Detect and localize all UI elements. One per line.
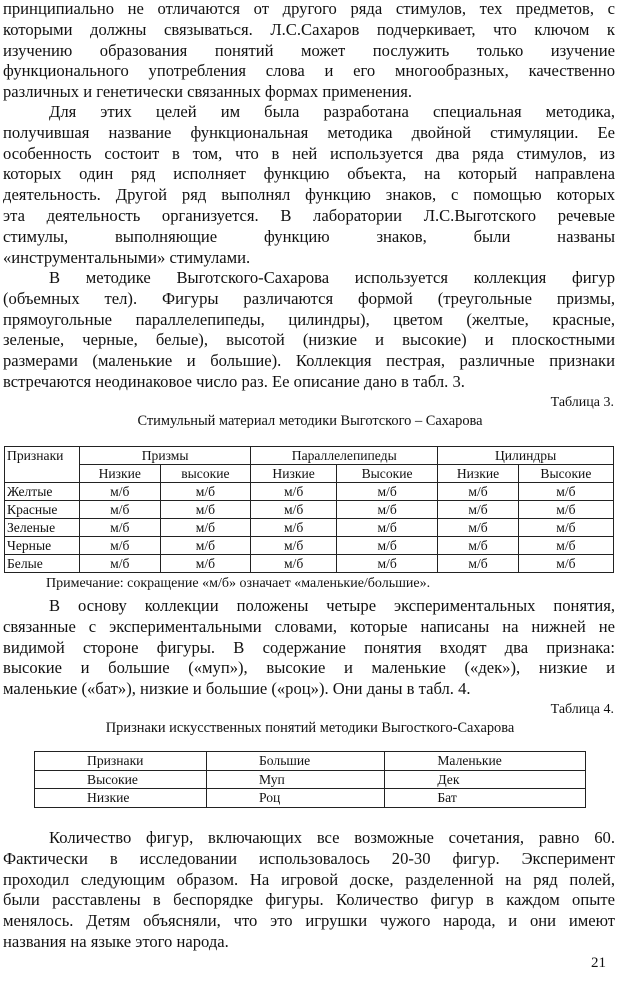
paragraph-1 [3, 0, 615, 103]
table-cell: м/б [336, 483, 437, 501]
table-cell: м/б [438, 501, 519, 519]
table-3-sub-header: Высокие [336, 465, 437, 483]
table-3-sub-header: Высокие [518, 465, 613, 483]
table-4-header-cell: Признаки [35, 752, 207, 771]
table-row [5, 537, 614, 555]
paragraph-4 [3, 596, 615, 700]
text-line: связанные с экспериментальными словами, которые написаны на нижней не [3, 616, 615, 636]
table-row [5, 501, 614, 519]
text-line: изучению образования понятий может послужить только изучение [3, 40, 615, 60]
table-row [35, 770, 586, 789]
text-line: были расставлены в беспорядке фигуры. Количество фигур в каждом опыте [3, 890, 615, 910]
table-cell: м/б [160, 483, 251, 501]
text-line: функционального употребления слова и его многообразных, качественно [3, 61, 615, 81]
table-3-sub-header: Низкие [438, 465, 519, 483]
table-row [35, 789, 586, 808]
table-3 [4, 446, 614, 573]
row-label: Черные [5, 537, 80, 555]
table-cell: м/б [336, 519, 437, 537]
table-cell: Роц [207, 789, 385, 808]
table-cell: Муп [207, 770, 385, 789]
table-row [5, 483, 614, 501]
table-cell: м/б [160, 537, 251, 555]
row-label: Красные [5, 501, 80, 519]
table-cell: м/б [80, 537, 161, 555]
table-cell: м/б [518, 555, 613, 573]
text-line: принципиально не отличаются от другого ряда стимулов, тех предметов, с [3, 0, 615, 18]
table-cell: м/б [251, 519, 337, 537]
paragraph-5 [3, 828, 615, 953]
table-3-note: Примечание: сокращение «м/б» означает «маленькие/большие». [46, 576, 431, 591]
table-cell: м/б [251, 537, 337, 555]
table-cell: м/б [438, 555, 519, 573]
table-cell: м/б [251, 501, 337, 519]
table-3-caption: Стимульный материал методики Выготского – Сахарова [137, 413, 483, 429]
paragraph-3 [3, 268, 615, 393]
table-3-sub-header: Низкие [251, 465, 337, 483]
table-cell: м/б [80, 519, 161, 537]
row-label: Белые [5, 555, 80, 573]
table-4-header-cell: Большие [207, 752, 385, 771]
table-cell: м/б [518, 501, 613, 519]
table-cell: м/б [160, 555, 251, 573]
table-cell: м/б [251, 483, 337, 501]
text-line: встречаются неодинаковое число раз. Ее описание дано в табл. 3. [3, 371, 465, 391]
table-3-sub-header: Низкие [80, 465, 161, 483]
text-line: Для этих целей им была разработана специальная методика, [49, 102, 615, 121]
paragraph-2 [3, 102, 615, 268]
table-cell: м/б [160, 501, 251, 519]
table-cell: м/б [438, 537, 519, 555]
table-cell: м/б [438, 483, 519, 501]
table-3-group-header: Цилиндры [438, 447, 614, 465]
text-line: Фактически в исследовании использовалось 20-30 фигур. Эксперимент [3, 848, 615, 868]
table-cell: м/б [336, 555, 437, 573]
table-cell: м/б [336, 501, 437, 519]
table-3-feature-header: Признаки [5, 447, 80, 483]
table-cell: Бат [385, 789, 586, 808]
text-line: В основу коллекции положены четыре экспериментальных понятия, [49, 596, 615, 615]
text-line: видимой стороне фигуры. В содержание понятия входят два признака: [3, 637, 615, 657]
row-label: Зеленые [5, 519, 80, 537]
text-line: высокие и большие («муп»), высокие и маленькие («дек»), низкие и [3, 658, 615, 678]
text-line: эта деятельность организуется. В лаборатории Л.С.Выготского речевые [3, 205, 615, 225]
text-line: которых один ряд исполняет функцию объекта, на который направлена [3, 164, 615, 184]
row-label: Желтые [5, 483, 80, 501]
table-cell: м/б [518, 483, 613, 501]
text-line: менялось. Детям объясняли, что это игрушки чужого народа, и они имеют [3, 911, 615, 931]
text-line: зеленые, черные, белые), высотой (низкие и высокие) и плоскостными [3, 330, 615, 350]
table-row [5, 519, 614, 537]
table-cell: м/б [518, 519, 613, 537]
table-cell: м/б [251, 555, 337, 573]
table-3-group-header: Призмы [80, 447, 251, 465]
text-line: которыми должны связываться. Л.С.Сахаров подчеркивает, что ключом к [3, 19, 615, 39]
table-3-label: Таблица 3. [550, 395, 614, 410]
text-line: различных и генетически связанных формах применения. [3, 82, 413, 102]
table-4-caption: Признаки искусственных понятий методики Выгосткого-Сахарова [105, 720, 515, 736]
table-4-header-cell: Маленькие [385, 752, 586, 771]
table-4 [34, 751, 586, 808]
text-line: «инструментальными» стимулами. [3, 247, 251, 267]
table-4-label: Таблица 4. [550, 702, 614, 717]
text-line: размерами (маленькие и большие). Коллекция пестрая, различные признаки [3, 351, 615, 371]
text-line: прямоугольные параллелепипеды, цилиндры), цветом (желтые, красные, [3, 309, 615, 329]
text-line: особенность состоит в том, что в ней используется два ряда стимулов, из [3, 143, 615, 163]
table-cell: м/б [80, 501, 161, 519]
text-line: В методике Выготского-Сахарова используется коллекция фигур [49, 268, 615, 287]
text-line: деятельность. Другой ряд выполнял функцию знаков, с помощью которых [3, 185, 615, 205]
table-cell: м/б [160, 519, 251, 537]
text-line: (объемных тел). Фигуры различаются формой (треугольные призмы, [3, 288, 615, 308]
text-line: маленькие («бат»), низкие и большие («роц»). Они даны в табл. 4. [3, 679, 471, 699]
table-cell: м/б [518, 537, 613, 555]
text-line: получившая название функциональная методика двойной стимуляции. Ее [3, 122, 615, 142]
table-cell: Высокие [35, 770, 207, 789]
table-cell: м/б [336, 537, 437, 555]
text-line: стимулы, выполняющие функцию знаков, были названы [3, 226, 615, 246]
text-line: Количество фигур, включающих все возможные сочетания, равно 60. [49, 828, 615, 847]
table-3-sub-header: высокие [160, 465, 251, 483]
page-number: 21 [591, 955, 606, 971]
table-cell: м/б [438, 519, 519, 537]
table-row [5, 555, 614, 573]
text-line: названия на языке этого народа. [3, 931, 229, 951]
table-cell: м/б [80, 483, 161, 501]
text-line: проходил следующим образом. На игровой доске, разделенной на ряд полей, [3, 869, 615, 889]
table-3-group-header: Параллелепипеды [251, 447, 438, 465]
table-cell: Низкие [35, 789, 207, 808]
table-cell: м/б [80, 555, 161, 573]
table-cell: Дек [385, 770, 586, 789]
